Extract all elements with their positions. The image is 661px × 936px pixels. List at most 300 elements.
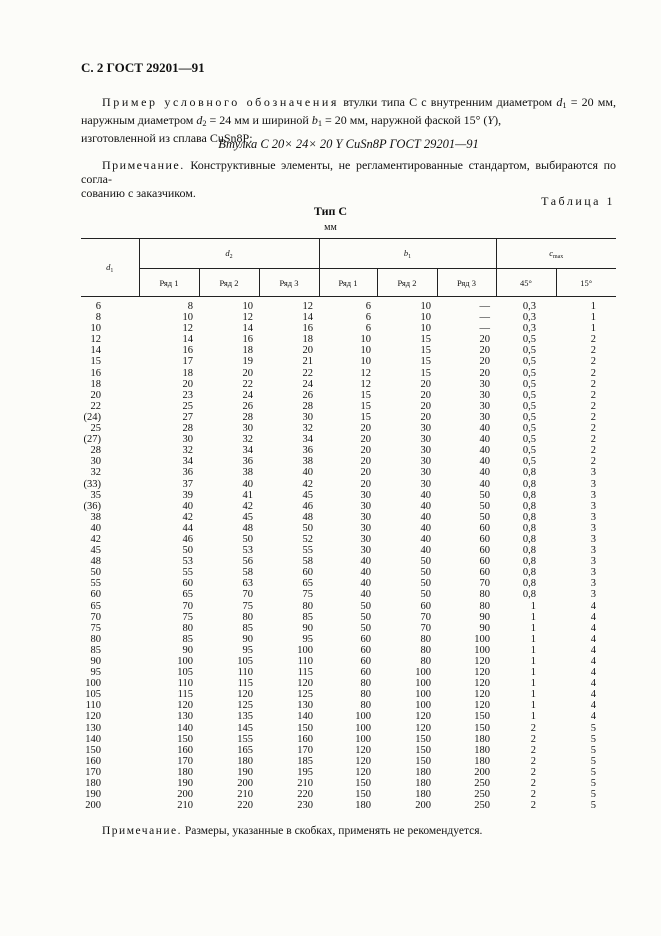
table-cell: 40 [479,478,490,490]
example-b1: = 20 мм, наружной фаской 15° ( [325,113,488,127]
table-row [81,678,616,689]
table-body [81,297,616,812]
table-cell: 46 [182,533,193,545]
table-cell: 36 [302,445,313,457]
table-row [81,297,616,313]
table-cell: 0,8 [522,556,536,568]
table-cell: — [479,312,490,324]
table-cell: 3 [590,578,596,590]
table-cell: 6 [365,301,371,312]
table-cell: 140 [85,733,101,745]
table-cell: 85 [242,622,253,634]
table-cell: 130 [85,722,101,734]
table-cell: 6 [365,323,371,335]
table-cell: 195 [297,766,313,778]
table-cell: 50 [90,567,101,579]
table-cell: 19 [242,356,253,368]
table-cell: 2 [590,400,596,412]
table-cell: 120 [415,711,431,723]
table-cell: 30 [479,389,490,401]
table-cell: 145 [237,722,253,734]
table-cell: 1 [530,678,536,690]
table-cell: 180 [474,733,490,745]
table-cell: 5 [590,744,596,756]
table-row [81,456,616,467]
table-cell: 5 [590,800,596,812]
table-cell: 0,8 [522,578,536,590]
table-cell: 120 [474,700,490,712]
table-cell: 105 [237,656,253,667]
table-cell: 210 [237,789,253,801]
table-cell: 3 [590,511,596,523]
table-cell: 40 [420,500,431,512]
table-cell: 42 [242,500,253,512]
table-cell: 15 [360,411,371,423]
table-cell: 60 [182,578,193,590]
table-cell: 95 [242,644,253,656]
table-cell: 32 [182,445,193,457]
table-cell: 125 [237,700,253,712]
table-cell: 2 [530,766,536,778]
table-cell: 80 [242,611,253,623]
table-cell: 210 [177,800,193,812]
header-b1-row2: Ряд 2 [377,269,437,297]
table-cell: 60 [479,533,490,545]
table-cell: 250 [474,789,490,801]
table-cell: 12 [360,378,371,390]
table-cell: 50 [420,567,431,579]
table-cell: 90 [242,633,253,645]
table-cell: 40 [182,500,193,512]
example-close: ), [494,113,502,127]
table-row [81,479,616,490]
table-cell: 15 [420,356,431,368]
table-cell: 190 [177,778,193,790]
table-cell: (33) [83,478,101,490]
table-cell: 30 [479,411,490,423]
table-cell: 16 [302,323,313,335]
header-d1: $d_1$ [81,239,139,297]
table-row [81,612,616,623]
table-cell: 40 [420,545,431,557]
example-d2: = 24 мм и шириной [209,113,309,127]
table-cell: 2 [590,378,596,390]
table-cell: 75 [242,600,253,612]
table-cell: 180 [474,744,490,756]
table-cell: 0,5 [522,356,536,368]
table-cell: 0,5 [522,400,536,412]
table-cell: 4 [590,700,596,712]
example-designation: Втулка С 20× 24× 20 Y CuSn8P ГОСТ 29201—91 [218,137,479,151]
table-cell: 1 [530,689,536,701]
table-cell: 6 [95,301,101,312]
table-cell: 100 [415,689,431,701]
example-paragraph: Пример условного обозначения втулки типа С с внутренним диаметром $d_1 = 20$ мм, наружным диаметром $d_2 = 24$ мм и шириной $b_1 = 20$ мм, наружной фаской 15° (Y), изготовленной из сплава CuSn8P: [81,95,616,145]
table-cell: 90 [182,644,193,656]
table-cell: 10 [360,356,371,368]
table-cell: 55 [90,578,101,590]
table-cell: 80 [479,589,490,601]
table-cell: 50 [242,533,253,545]
table-cell: 23 [182,389,193,401]
table-cell: 15 [360,400,371,412]
table-cell: 45 [302,489,313,501]
table-cell: 2 [530,789,536,801]
table-cell: 55 [182,567,193,579]
table-cell: 1 [530,611,536,623]
table-cell: 36 [242,456,253,468]
table-cell: 20 [420,411,431,423]
table-cell: 20 [360,423,371,435]
table-cell: 185 [297,755,313,767]
table-cell: 42 [302,478,313,490]
table-cell: 41 [242,489,253,501]
table-row [81,334,616,345]
table-cell: 30 [242,423,253,435]
table-cell: 5 [590,789,596,801]
table-cell: 60 [479,522,490,534]
table-cell: 3 [590,567,596,579]
table-cell: 120 [474,667,490,679]
table-row [81,467,616,478]
table-cell: 155 [237,733,253,745]
example-d1: = 20 мм, наружным диаметром [81,95,616,127]
table-cell: 40 [360,556,371,568]
table-cell: 24 [242,389,253,401]
table-cell: 0,8 [522,533,536,545]
table-cell: 58 [242,567,253,579]
table-cell: 220 [237,800,253,812]
note1-label: Примечание. [102,158,185,172]
table-cell: 3 [590,589,596,601]
table-cell: 40 [360,567,371,579]
table-cell: 2 [590,434,596,446]
header-45: 45° [496,269,556,297]
table-cell: 30 [360,500,371,512]
table-cell: 2 [530,722,536,734]
table-cell: 0,3 [522,323,536,335]
table-cell: 58 [302,556,313,568]
table-cell: 210 [297,778,313,790]
table-cell: 60 [360,656,371,667]
table-cell: 35 [90,489,101,501]
table-cell: 17 [182,356,193,368]
table-cell: 180 [415,789,431,801]
table-cell: 30 [420,456,431,468]
table-row [81,734,616,745]
table-cell: 28 [182,423,193,435]
table-cell: 34 [302,434,313,446]
table-cell: 125 [297,689,313,701]
table-row [81,789,616,800]
table-cell: 10 [182,312,193,324]
example-y: Y [487,113,495,127]
table-cell: 30 [360,545,371,557]
header-b1-row3: Ряд 3 [437,269,496,297]
table-cell: 20 [479,356,490,368]
header-15: 15° [556,269,616,297]
table-row [81,567,616,578]
table-row [81,312,616,323]
table-cell: 100 [415,700,431,712]
table-cell: 2 [590,367,596,379]
table-row [81,767,616,778]
table-cell: 150 [474,711,490,723]
table-row [81,345,616,356]
table-cell: 150 [85,744,101,756]
table-cell: 2 [590,456,596,468]
table-cell: 18 [90,378,101,390]
table-cell: 135 [237,711,253,723]
table-cell: 110 [237,667,253,679]
table-cell: 2 [590,334,596,346]
table-cell: 4 [590,644,596,656]
table-cell: 4 [590,611,596,623]
table-cell: 2 [590,423,596,435]
table-cell: 90 [90,656,101,667]
table-cell: 60 [90,589,101,601]
table-cell: 190 [237,766,253,778]
table-cell: 95 [90,667,101,679]
table-cell: 2 [530,744,536,756]
table-cell: 38 [90,511,101,523]
table-cell: 100 [297,644,313,656]
table-cell: 3 [590,533,596,545]
table-cell: 28 [242,411,253,423]
table-cell: 50 [302,522,313,534]
example-text-a: втулки типа С с внутренним диаметром [343,95,553,109]
table-cell: 3 [590,467,596,479]
table-cell: 14 [302,312,313,324]
table-cell: 44 [182,522,193,534]
table-cell: 20 [360,478,371,490]
table-cell: 2 [530,778,536,790]
table-cell: 40 [479,467,490,479]
table-cell: 1 [590,301,596,312]
header-d2-row2: Ряд 2 [199,269,259,297]
table-cell: 10 [90,323,101,335]
table-cell: 120 [85,711,101,723]
table-cell: 30 [420,434,431,446]
table-cell: 115 [177,689,193,701]
table-cell: 40 [479,423,490,435]
table-cell: 16 [90,367,101,379]
table-cell: 0,8 [522,478,536,490]
table-row [81,756,616,767]
table-cell: 1 [530,711,536,723]
table-cell: 30 [420,467,431,479]
table-cell: 100 [177,656,193,667]
table-cell: 16 [182,345,193,357]
table-cell: 3 [590,478,596,490]
table-cell: 70 [242,589,253,601]
table-cell: 22 [302,367,313,379]
table-cell: 20 [479,367,490,379]
table-row [81,778,616,789]
table-row [81,356,616,367]
table-cell: 30 [182,434,193,446]
table-cell: 20 [182,378,193,390]
table-cell: 48 [242,522,253,534]
table-cell: 200 [85,800,101,812]
table-cell: 14 [90,345,101,357]
table-row [81,512,616,523]
table-cell: 200 [474,766,490,778]
table-cell: 5 [590,722,596,734]
header-b1-row1: Ряд 1 [319,269,377,297]
table-cell: 20 [420,389,431,401]
table-cell: 45 [242,511,253,523]
table-cell: 25 [182,400,193,412]
note2-label: Примечание. [102,825,182,837]
header-cmax: $c_{max}$ [496,239,616,269]
table-cell: 3 [590,500,596,512]
table-cell: 150 [297,722,313,734]
table-cell: 60 [360,667,371,679]
table-cell: 0,8 [522,589,536,601]
table-cell: 180 [474,755,490,767]
table-cell: 8 [187,301,193,312]
table-row [81,501,616,512]
table-cell: 20 [420,400,431,412]
table-cell: 38 [302,456,313,468]
table-cell: 50 [479,489,490,501]
table-cell: 1 [530,622,536,634]
table-cell: 2 [530,755,536,767]
table-cell: 15 [420,367,431,379]
table-cell: 3 [590,545,596,557]
table-cell: 56 [242,556,253,568]
table-cell: 95 [302,633,313,645]
table-cell: 160 [85,755,101,767]
table-cell: 48 [90,556,101,568]
table-cell: 30 [479,400,490,412]
table-cell: 53 [182,556,193,568]
table-cell: 120 [297,678,313,690]
table-row [81,490,616,501]
table-cell: 120 [177,700,193,712]
table-cell: 4 [590,633,596,645]
table-cell: 1 [530,700,536,712]
table-cell: 0,8 [522,511,536,523]
table-cell: 50 [360,600,371,612]
table-cell: 105 [85,689,101,701]
table-cell: 80 [420,633,431,645]
table-cell: 50 [360,622,371,634]
table-cell: 120 [415,722,431,734]
table-cell: 5 [590,766,596,778]
table-cell: 39 [182,489,193,501]
table-cell: 12 [182,323,193,335]
table-cell: 90 [302,622,313,634]
table-cell: 28 [90,445,101,457]
table-cell: 170 [297,744,313,756]
table-cell: 120 [355,744,371,756]
table-cell: 80 [420,656,431,667]
table-row [81,434,616,445]
table-cell: 1 [530,667,536,679]
table-cell: 50 [479,511,490,523]
table-cell: 60 [479,545,490,557]
table-row [81,534,616,545]
table-cell: 50 [360,611,371,623]
table-cell: 4 [590,622,596,634]
table-cell: 20 [242,367,253,379]
table-cell: 30 [420,478,431,490]
table-cell: 42 [90,533,101,545]
type-title: Тип С [313,204,348,218]
table-row [81,623,616,634]
table-cell: 1 [530,644,536,656]
table-cell: 32 [90,467,101,479]
table-row [81,723,616,734]
table-cell: 50 [420,556,431,568]
table-cell: 53 [242,545,253,557]
table-row [81,634,616,645]
table-cell: 70 [182,600,193,612]
table-cell: 65 [302,578,313,590]
table-row [81,368,616,379]
table-cell: 40 [479,445,490,457]
table-cell: 0,8 [522,500,536,512]
table-cell: 2 [590,445,596,457]
table-cell: 1 [530,633,536,645]
table-cell: 120 [355,755,371,767]
table-cell: 14 [242,323,253,335]
table-row [81,745,616,756]
table-cell: 15 [90,356,101,368]
table-cell: 18 [242,345,253,357]
table-cell: 10 [420,323,431,335]
table-cell: 32 [302,423,313,435]
table-cell: 45 [90,545,101,557]
table-cell: 200 [415,800,431,812]
table-cell: 80 [479,600,490,612]
table-cell: 60 [420,600,431,612]
table-cell: 2 [590,356,596,368]
table-cell: 105 [177,667,193,679]
table-cell: 15 [420,334,431,346]
table-cell: 180 [415,766,431,778]
table-cell: 16 [242,334,253,346]
table-cell: 70 [420,622,431,634]
table-cell: 8 [95,312,101,324]
table-row [81,556,616,567]
table-cell: 25 [90,423,101,435]
table-cell: 12 [360,367,371,379]
table-cell: 48 [302,511,313,523]
table-cell: 150 [474,722,490,734]
table-cell: 50 [182,545,193,557]
table-cell: 2 [590,411,596,423]
table-cell: 26 [242,400,253,412]
table-cell: 80 [90,633,101,645]
table-cell: 15 [360,389,371,401]
table-cell: 60 [479,567,490,579]
table-cell: 150 [355,789,371,801]
table-cell: (36) [83,500,101,512]
table-row [81,589,616,600]
table-cell: 230 [297,800,313,812]
table-cell: 0,8 [522,489,536,501]
table-cell: 6 [365,312,371,324]
table-cell: 80 [420,644,431,656]
table-cell: 10 [420,312,431,324]
table-cell: 60 [360,644,371,656]
header-b1: $b_1$ [319,239,496,269]
dimensions-table [81,238,616,811]
table-cell: 170 [85,766,101,778]
